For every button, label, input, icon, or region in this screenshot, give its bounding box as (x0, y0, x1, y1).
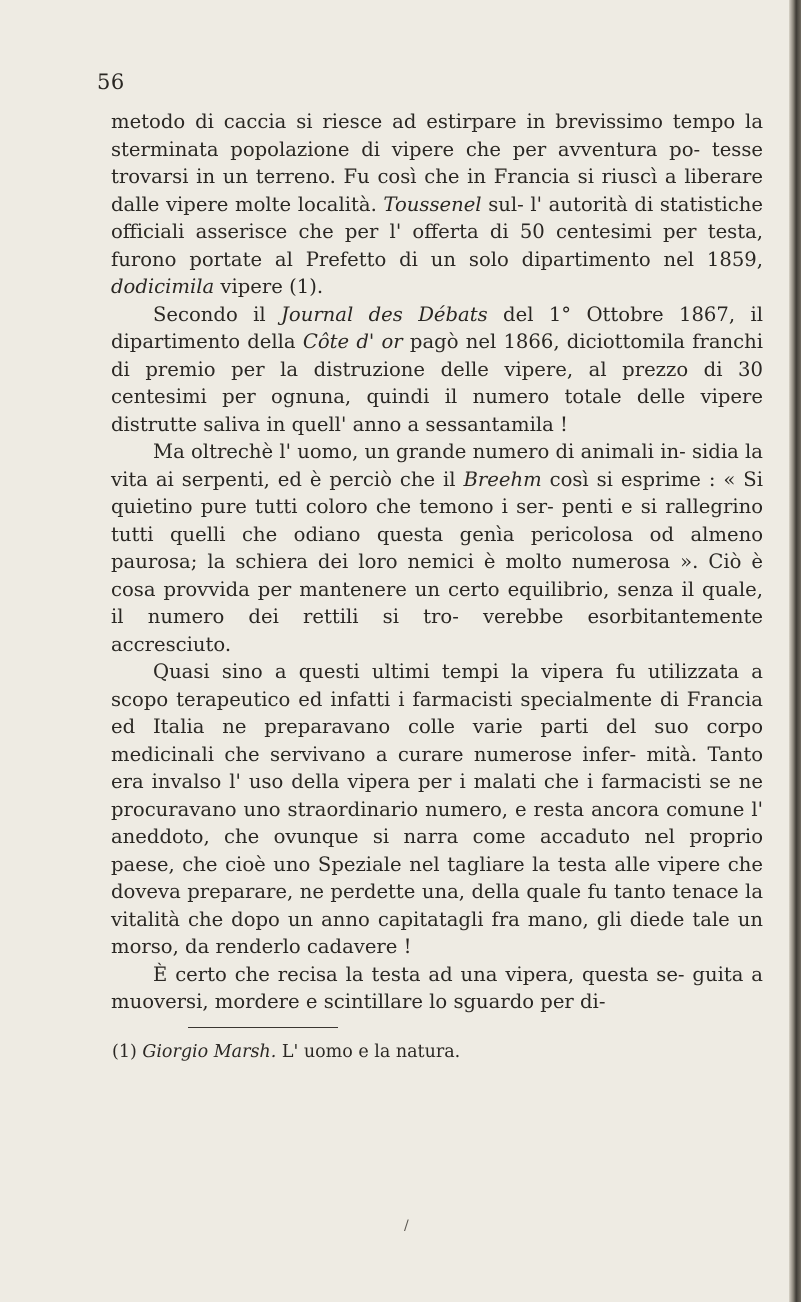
paragraph-italic: Breehm (463, 467, 542, 491)
paragraph-text: Ma oltrechè l' uomo, un grande numero di animali in- sidia la vita ai serpenti, ed è perciò che il (111, 440, 763, 491)
paragraph-text: È certo che recisa la testa ad una vipera, questa se- guita a muoversi, mordere e scintillare lo sguardo per di- (111, 962, 763, 1013)
footnote-italic: Giorgio Marsh. (142, 1042, 277, 1062)
paragraph-text: metodo di caccia si riesce ad estirpare in brevissimo tempo la sterminata popolazione di vipere che per avventura po- tesse trovarsi in un terreno. Fu così che in Francia si riuscì a liberare dalle vipere molte località. (111, 110, 763, 216)
paragraph (111, 658, 763, 961)
paragraph-text: pagò nel 1866, diciottomila franchi di premio per la distruzione delle vipere, al prezzo di 30 centesimi per ognuna, quindi il numero totale delle vipere distrutte saliva in quell' anno a sessantamila ! (111, 330, 763, 436)
paragraph-text: Secondo il (153, 302, 282, 326)
stray-mark: / (404, 1218, 409, 1234)
page-edge (789, 0, 801, 1302)
footnote (112, 1040, 752, 1064)
paragraph-text: così si esprime : « Si quietino pure tutti coloro che temono i ser- penti e si rallegrino tutti quelli che odiano questa genìa pericolosa od almeno paurosa; la schiera dei loro nemici è molto numerosa ». Ciò è cosa provvida per mantenere un certo equilibrio, senza il quale, il numero dei rettili si tro- verebbe esorbitantemente accresciuto. (111, 467, 763, 656)
footnote-text: L' uomo e la natura. (276, 1042, 461, 1062)
paragraph (111, 108, 763, 301)
paragraph-italic: Côte d' or (302, 330, 403, 353)
paragraph (111, 301, 763, 439)
paragraph-text: vipere (1). (214, 275, 324, 298)
body-text (111, 108, 763, 1016)
paragraph-text: Quasi sino a questi ultimi tempi la vipera fu utilizzata a scopo terapeutico ed infatti i farmacisti specialmente di Francia ed Italia ne preparavano colle varie parti del suo corpo medicinali che servivano a curare numerose infer- mità. Tanto era invalso l' uso della vipera per i malati che i farmacisti se ne procuravano uno straordinario numero, e resta ancora comune l' aneddoto, che ovunque si narra come accaduto nel proprio paese, che cioè uno Speziale nel tagliare la testa alle vipere che doveva preparare, ne perdette una, della quale fu tanto tenace la vitalità che dopo un anno capitatagli fra mano, gli diede tale un morso, da renderlo cadavere ! (111, 660, 763, 958)
paragraph-italic: dodicimila (111, 275, 215, 298)
paragraph (111, 438, 763, 658)
footnote-rule (188, 1027, 338, 1028)
footnote-text: (1) (112, 1042, 143, 1062)
page-number: 56 (97, 70, 125, 94)
paragraph-italic: Toussenel (383, 192, 482, 216)
paragraph-italic: Journal des Débats (281, 302, 488, 326)
paragraph-text: sul- l' autorità di statistiche officiali asserisce che per l' offerta di 50 centesimi per testa, furono portate al Prefetto di un solo dipartimento nel 1859, (111, 192, 763, 271)
paragraph-text: del 1° Ottobre 1867, il dipartimento della (111, 302, 763, 353)
paragraph (111, 961, 763, 1016)
